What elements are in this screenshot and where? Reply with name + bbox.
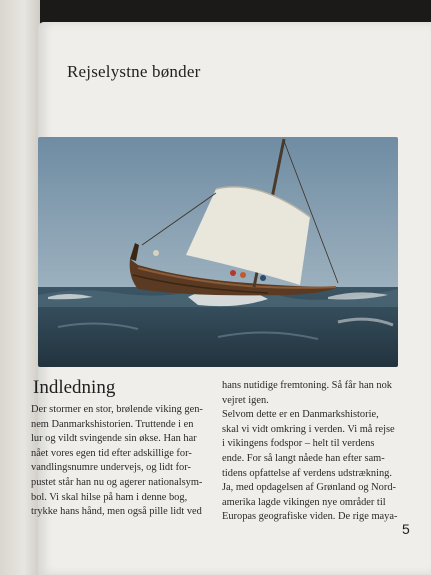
text-line: tidens opfattelse af verdens udstrækning. (222, 467, 392, 479)
text-line: Der stormer en stor, brølende viking gen- (31, 404, 203, 415)
text-line: lur og vildt svingende sin økse. Han har (31, 433, 197, 445)
viking-ship-photo (38, 137, 398, 367)
text-line: vandlingsnumre undervejs, og lidt for- (31, 462, 191, 474)
text-line: trykke hans hånd, men også pille lidt ved (31, 506, 202, 518)
text-line: Selvom dette er en Danmarkshistorie, (222, 409, 379, 421)
text-line: nået vores egen tid efter adskillige for- (31, 447, 192, 459)
text-line: Europas geografiske viden. De rige maya- (222, 511, 398, 523)
text-line: amerika lagde vikingen nye områder til (222, 496, 386, 508)
text-line: hans nutidige fremtoning. Så får han nok (222, 380, 392, 391)
text-line: nem Danmarkshistorien. Truttende i en (31, 418, 194, 430)
body-text-right-column (222, 379, 412, 525)
text-line: Ja, med opdagelsen af Grønland og Nord- (222, 482, 396, 494)
text-line: i vikingens fodspor – helt til verdens (222, 438, 375, 450)
text-line: skal vi vidt omkring i verden. Vi må rejse (222, 423, 395, 435)
text-line: vejret igen. (222, 394, 269, 406)
chapter-title: Rejselystne bønder (67, 62, 201, 81)
viking-ship-illustration (38, 137, 398, 367)
text-line: pustet står han nu og agerer nationalsym- (31, 476, 203, 488)
body-text-left-column (31, 403, 221, 520)
text-line: ende. For så langt nåede han efter sam- (222, 452, 385, 464)
section-heading: Indledning (33, 377, 116, 398)
text-line: bol. Vi skal hilse på ham i denne bog, (31, 491, 188, 503)
page-number: 5 (402, 521, 410, 537)
